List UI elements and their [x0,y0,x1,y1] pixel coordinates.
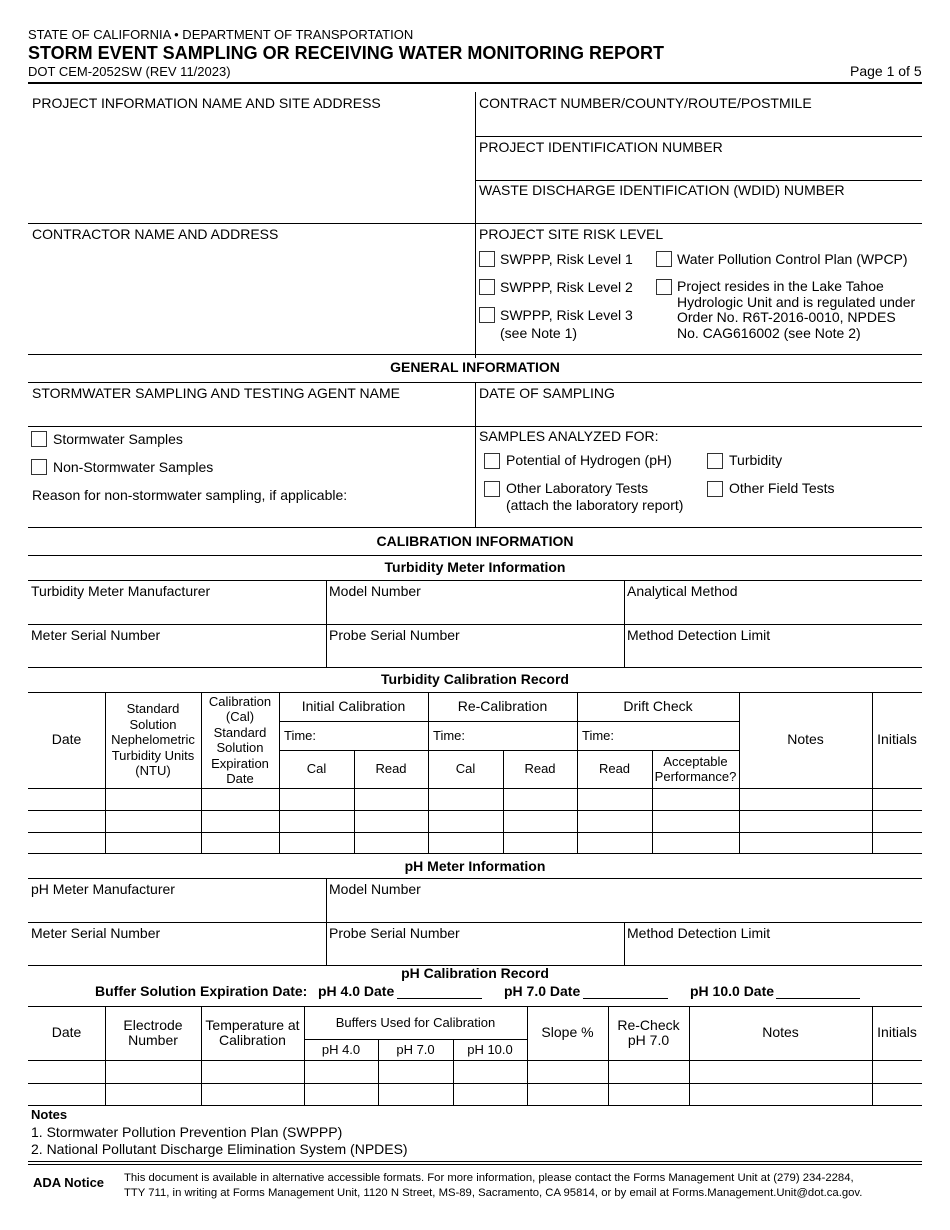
drift-read-col: Read [598,761,631,777]
ph-manufacturer-label: pH Meter Manufacturer [31,881,175,897]
turbidity-model-field[interactable] [327,600,624,623]
turbidity-record-row-1[interactable] [28,789,922,810]
turbidity-model-label: Model Number [329,583,421,599]
non-stormwater-samples-checkbox[interactable] [31,459,47,475]
ph-manufacturer-field[interactable] [28,898,326,921]
risk-level-2-checkbox[interactable] [479,279,495,295]
initial-cal-col: Cal [306,761,327,777]
ph-record-row-2[interactable] [28,1084,922,1105]
ph-mdl-label: Method Detection Limit [627,925,771,941]
ph-meter-heading: pH Meter Information [404,858,546,874]
wpcp-checkbox[interactable] [656,251,672,267]
contractor-label: CONTRACTOR NAME AND ADDRESS [32,226,279,242]
contract-label: CONTRACT NUMBER/COUNTY/ROUTE/POSTMILE [479,95,812,111]
calibration-info-heading: CALIBRATION INFORMATION [376,533,574,549]
drift-acceptable-col: Acceptable Performance? [654,753,737,784]
ph-col-ph70: pH 7.0 [396,1041,435,1057]
project-name-address-field[interactable] [28,112,475,222]
lake-tahoe-line-3: Order No. R6T-2016-0010, NPDES [677,309,896,325]
other-field-tests-checkbox[interactable] [707,481,723,497]
turbidity-meter-serial-field[interactable] [28,644,326,667]
ph-col-date: Date [51,1024,82,1041]
recal-time-label: Time: [433,728,466,743]
turb-col-re-calibration: Re-Calibration [457,697,548,714]
lake-tahoe-line-1: Project resides in the Lake Tahoe [677,278,884,294]
notes-heading: Notes [31,1107,68,1122]
stormwater-samples-label: Stormwater Samples [53,431,183,447]
ph-col-buffers-used: Buffers Used for Calibration [335,1014,496,1030]
turbidity-record-row-3[interactable] [28,833,922,853]
drift-time-label: Time: [582,728,615,743]
analytical-method-field[interactable] [625,600,922,623]
risk-level-1-checkbox[interactable] [479,251,495,267]
ada-notice-line-2: TTY 711, in writing at Forms Management Unit, 1120 N Street, MS-89, Sacramento, CA 95814, or by email at Forms.Management.Unit@dot.ca.gov. [124,1187,863,1199]
ph7-date-label: pH 7.0 Date [504,983,581,999]
ph-col-ph40: pH 4.0 [321,1041,361,1057]
recal-cal-col: Cal [455,761,476,777]
samples-analyzed-label: SAMPLES ANALYZED FOR: [479,428,659,444]
form-title: STORM EVENT SAMPLING OR RECEIVING WATER MONITORING REPORT [28,43,665,63]
ph10-date-label: pH 10.0 Date [690,983,775,999]
analytical-method-label: Analytical Method [627,583,738,599]
non-stormwater-reason-label: Reason for non-stormwater sampling, if applicable: [32,487,348,503]
turbidity-analysis-label: Turbidity [729,452,783,468]
turb-col-standard-solution: Standard Solution Nephelometric Turbidity Units (NTU) [111,701,195,779]
project-id-field[interactable] [476,156,922,180]
ph-col-temperature: Temperature at Calibration [205,1016,300,1048]
turb-col-notes: Notes [787,731,824,748]
ph4-date-field[interactable] [397,998,482,999]
ph-col-electrode: Electrode Number [123,1016,183,1048]
initial-read-col: Read [375,761,407,777]
other-field-tests-label: Other Field Tests [729,480,835,496]
agent-name-field[interactable] [28,402,475,425]
stormwater-samples-checkbox[interactable] [31,431,47,447]
lake-tahoe-checkbox[interactable] [656,279,672,295]
project-name-address-label: PROJECT INFORMATION NAME AND SITE ADDRESS [32,95,381,111]
risk-level-3-label: SWPPP, Risk Level 3 [500,307,633,323]
turbidity-record-row-2[interactable] [28,811,922,832]
ph10-date-field[interactable] [776,998,860,999]
page-number: Page 1 of 5 [850,63,922,79]
contractor-field[interactable] [28,243,475,353]
turbidity-manufacturer-label: Turbidity Meter Manufacturer [31,583,211,599]
lake-tahoe-line-4: No. CAG616002 (see Note 2) [677,325,861,341]
ph-col-ph100: pH 10.0 [467,1041,513,1057]
ph-analysis-checkbox[interactable] [484,453,500,469]
ph-col-slope: Slope % [541,1024,594,1041]
risk-level-2-label: SWPPP, Risk Level 2 [500,279,633,295]
ada-notice-label: ADA Notice [33,1175,105,1190]
turb-col-initials: Initials [877,731,917,748]
other-lab-tests-label: Other Laboratory Tests [506,480,649,496]
form-id: DOT CEM-2052SW (REV 11/2023) [28,64,231,79]
lake-tahoe-line-2: Hydrologic Unit and is regulated under [677,294,916,310]
other-lab-tests-checkbox[interactable] [484,481,500,497]
ph-record-heading: pH Calibration Record [401,965,549,981]
agent-name-label: STORMWATER SAMPLING AND TESTING AGENT NAME [32,385,400,401]
initial-time-label: Time: [284,728,317,743]
ph-analysis-label: Potential of Hydrogen (pH) [506,452,672,468]
wdid-field[interactable] [476,199,922,222]
turbidity-mdl-field[interactable] [625,644,922,667]
ph-model-field[interactable] [327,898,922,921]
ph-col-recheck: Re-Check pH 7.0 [617,1016,680,1048]
turbidity-probe-serial-field[interactable] [327,644,624,667]
non-stormwater-samples-label: Non-Stormwater Samples [53,459,214,475]
turb-col-cal-expiration: Calibration (Cal) Standard Solution Expiration Date [208,693,272,786]
turb-col-initial-calibration: Initial Calibration [301,697,406,714]
ph-meter-serial-label: Meter Serial Number [31,925,161,941]
general-info-heading: GENERAL INFORMATION [390,359,560,375]
date-of-sampling-label: DATE OF SAMPLING [479,385,615,401]
risk-level-1-label: SWPPP, Risk Level 1 [500,251,633,267]
buffer-expiration-label: Buffer Solution Expiration Date: [95,983,308,999]
note-1: 1. Stormwater Pollution Prevention Plan (SWPPP) [31,1124,343,1140]
turbidity-manufacturer-field[interactable] [28,600,326,623]
risk-level-3-checkbox[interactable] [479,307,495,323]
risk-level-3-note: (see Note 1) [500,325,578,341]
non-stormwater-reason-field[interactable] [28,504,475,526]
turbidity-mdl-label: Method Detection Limit [627,627,771,643]
turbidity-record-heading: Turbidity Calibration Record [381,671,569,687]
recal-read-col: Read [524,761,556,777]
ph-col-notes: Notes [762,1024,799,1041]
turbidity-analysis-checkbox[interactable] [707,453,723,469]
turbidity-meter-serial-label: Meter Serial Number [31,627,161,643]
agency-line: STATE OF CALIFORNIA • DEPARTMENT OF TRANSPORTATION [28,27,414,42]
ph7-date-field[interactable] [583,998,668,999]
other-lab-tests-note: (attach the laboratory report) [506,497,684,513]
ph-record-row-1[interactable] [28,1061,922,1083]
ph4-date-label: pH 4.0 Date [318,983,395,999]
ada-notice-line-1: This document is available in alternative accessible formats. For more information, please contact the Forms Management Unit at (279) 234-2284, [124,1172,854,1184]
project-id-label: PROJECT IDENTIFICATION NUMBER [479,139,723,155]
turbidity-probe-serial-label: Probe Serial Number [329,627,460,643]
ph-col-initials: Initials [877,1024,917,1041]
ph-probe-serial-label: Probe Serial Number [329,925,460,941]
turb-col-drift-check: Drift Check [623,697,693,714]
ph-model-label: Model Number [329,881,421,897]
wpcp-label: Water Pollution Control Plan (WPCP) [677,251,908,267]
ph-mdl-field[interactable] [625,942,922,965]
contract-field[interactable] [476,112,922,136]
wdid-label: WASTE DISCHARGE IDENTIFICATION (WDID) NUMBER [479,182,845,198]
ph-probe-serial-field[interactable] [327,942,624,965]
ph-meter-serial-field[interactable] [28,942,326,965]
note-2: 2. National Pollutant Discharge Elimination System (NPDES) [31,1141,408,1157]
date-of-sampling-field[interactable] [476,402,922,425]
risk-level-label: PROJECT SITE RISK LEVEL [479,226,664,242]
turbidity-meter-heading: Turbidity Meter Information [384,559,566,575]
turb-col-date: Date [51,731,82,748]
